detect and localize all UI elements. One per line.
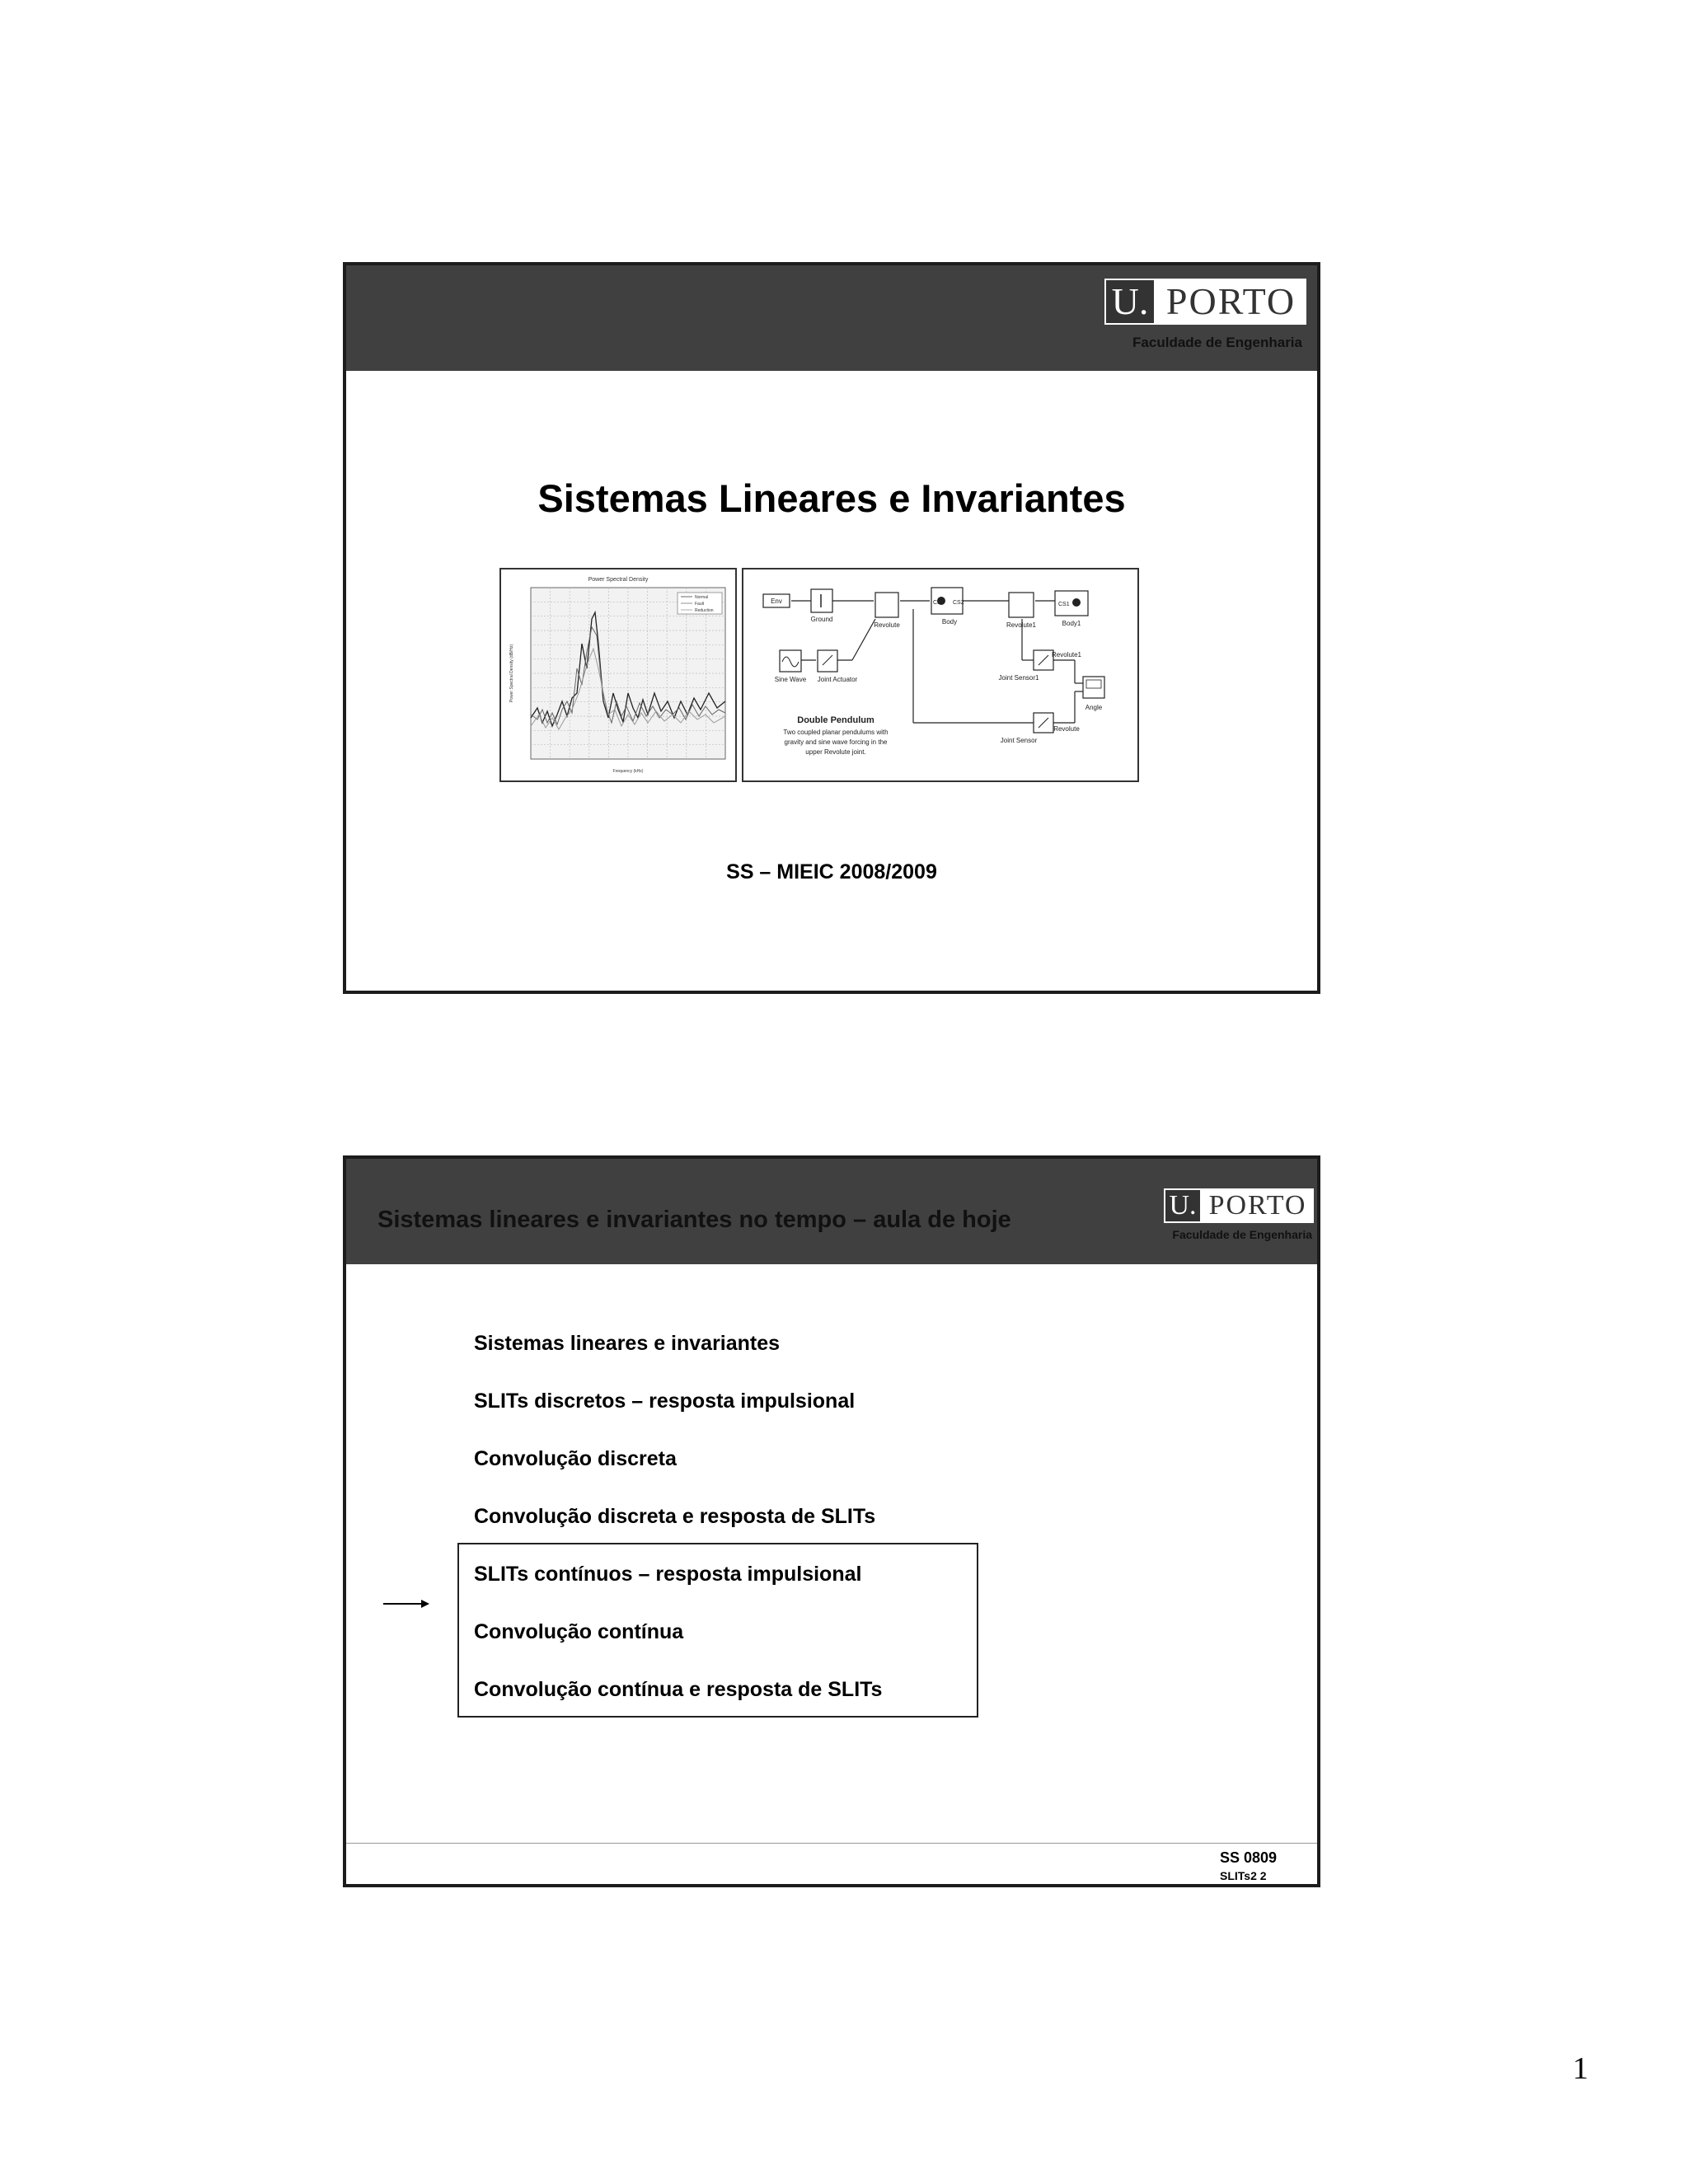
cs1-label: CS1 — [933, 600, 945, 606]
body1-cs-icon — [1072, 598, 1081, 607]
agenda-item: Convolução contínua — [474, 1620, 684, 1643]
revolute1-label: Revolute1 — [1006, 621, 1037, 629]
agenda-item: Convolução discreta e resposta de SLITs — [474, 1505, 876, 1528]
ground-block — [811, 589, 832, 612]
joint-sensor1-label: Joint Sensor1 — [998, 674, 1039, 682]
joint-actuator-block — [818, 650, 837, 672]
ground-label: Ground — [810, 616, 833, 623]
body-label: Body — [941, 618, 958, 626]
psd-plot-image — [499, 568, 737, 782]
revolute1-block — [1009, 593, 1034, 617]
psd-legend-reduction: Reduction — [695, 608, 714, 613]
faculty-name: Faculdade de Engenharia — [1172, 1228, 1312, 1241]
joint-actuator-label: Joint Actuator — [817, 676, 858, 683]
slide-title: Sistemas lineares e invariantes no tempo – aula de hoje — [377, 1207, 1011, 1233]
simulink-diagram — [743, 569, 1137, 780]
diagram-caption-title: Double Pendulum — [797, 715, 874, 725]
angle-label: Angle — [1085, 704, 1103, 711]
uporto-logo — [1104, 279, 1306, 325]
joint-sensor-label: Joint Sensor — [1000, 737, 1038, 744]
course-subtitle: SS – MIEIC 2008/2009 — [726, 860, 937, 883]
psd-plot-title: Power Spectral Density — [588, 577, 649, 583]
double-pendulum-diagram — [742, 568, 1139, 782]
page-number: 1 — [1573, 2051, 1588, 2086]
logo-porto: PORTO — [1208, 1190, 1307, 1221]
revolute-label: Revolute — [874, 621, 900, 629]
psd-legend-normal: Normal — [695, 595, 709, 600]
agenda-item: Convolução contínua e resposta de SLITs — [474, 1678, 883, 1701]
logo-u: U. — [1165, 1190, 1200, 1221]
body1-label: Body1 — [1062, 620, 1081, 627]
footer-slide-number: SLITs2 2 — [1220, 1869, 1267, 1882]
svg-text:Frequency (kHz): Frequency (kHz) — [612, 769, 644, 774]
agenda-item: Sistemas lineares e invariantes — [474, 1332, 781, 1355]
revolute1-out-label: Revolute1 — [1051, 651, 1082, 658]
agenda-slide — [343, 1155, 1320, 1887]
footer-course-code: SS 0809 — [1220, 1849, 1278, 1866]
footer-divider — [346, 1843, 1317, 1844]
diagram-caption-line3: upper Revolute joint. — [805, 748, 866, 756]
revolute-block — [875, 593, 898, 617]
agenda-item: Convolução discreta — [474, 1447, 677, 1470]
title-slide — [343, 262, 1320, 994]
slide-header — [346, 1159, 1317, 1264]
agenda-item: SLITs discretos – resposta impulsional — [474, 1390, 856, 1413]
cs1b-label: CS1 — [1058, 602, 1070, 607]
svg-text:Power Spectral Density (dB/Hz): Power Spectral Density (dB/Hz) — [509, 644, 514, 703]
diagram-caption-line1: Two coupled planar pendulums with — [783, 729, 889, 736]
revolute-out-label: Revolute — [1053, 725, 1080, 733]
uporto-logo — [1164, 1188, 1314, 1223]
cs2-label: CS2 — [953, 600, 964, 606]
slide-title: Sistemas Lineares e Invariantes — [537, 476, 1126, 520]
faculty-name: Faculdade de Engenharia — [1132, 335, 1302, 350]
slide-header — [346, 265, 1317, 371]
logo-porto: PORTO — [1165, 280, 1296, 322]
psd-plot-graphic — [501, 569, 735, 780]
logo-u: U. — [1106, 280, 1154, 323]
current-topic-arrow-icon — [383, 1596, 429, 1612]
agenda-item: SLITs contínuos – resposta impulsional — [474, 1563, 862, 1586]
diagram-caption-line2: gravity and sine wave forcing in the — [784, 738, 888, 746]
psd-legend-fault: Fault — [695, 602, 705, 607]
env-label: Env — [771, 598, 782, 605]
sine-wave-label: Sine Wave — [774, 676, 807, 683]
